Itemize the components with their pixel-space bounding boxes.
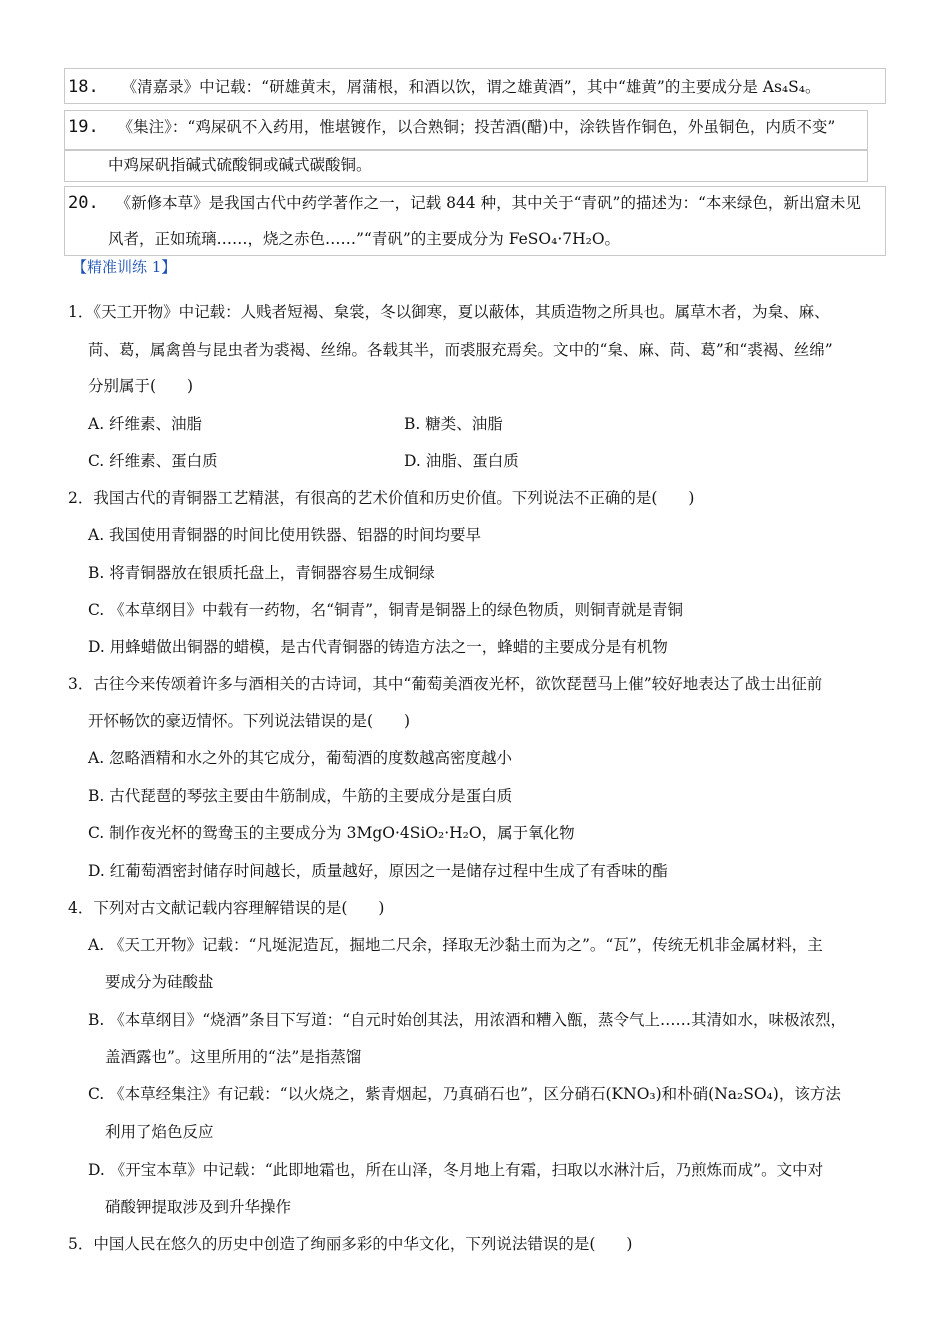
q1-stem-line1: 1．《天工开物》中记载：人贱者短褐、枲裳，冬以御寒，夏以蔽体，其质造物之所具也。属草木者，为枲、麻、: [68, 303, 830, 321]
q4-option-b-line1[interactable]: B. 《本草纲目》“烧酒”条目下写道：“自元时始创其法，用浓酒和糟入甑，蒸令气上……其清如水，味极浓烈，: [88, 1011, 847, 1029]
statement-19-line1: [68, 116, 835, 138]
q3-option-d[interactable]: D. 红葡萄酒密封储存时间越长，质量越好，原因之一是储存过程中生成了有香味的酯: [88, 862, 668, 880]
q4-option-c-line2: 利用了焰色反应: [105, 1123, 214, 1141]
q1-option-c[interactable]: C. 纤维素、蛋白质: [88, 452, 218, 470]
q4-option-d-line1[interactable]: D. 《开宝本草》中记载：“此即地霜也，所在山泽，冬月地上有霜，扫取以水淋汁后，乃煎炼而成”。文中对: [88, 1161, 824, 1179]
statement-text: 《集注》：“鸡屎矾不入药用，惟堪镀作，以合熟铜；投苦酒(醋)中，涂铁皆作铜色，外虽铜色，内质不变”: [117, 118, 836, 136]
q3-stem-line1: 3．古往今来传颂着许多与酒相关的古诗词，其中“葡萄美酒夜光杯，欲饮琵琶马上催”较好地表达了战士出征前: [68, 675, 823, 693]
q1-option-d[interactable]: D. 油脂、蛋白质: [404, 452, 519, 470]
statement-18: [68, 76, 820, 98]
q1-option-a[interactable]: A. 纤维素、油脂: [88, 415, 203, 433]
statement-19-line2: 中鸡屎矾指碱式硫酸铜或碱式碳酸铜。: [108, 156, 372, 174]
q4-option-c-line1[interactable]: C. 《本草经集注》有记载：“以火烧之，紫青烟起，乃真硝石也”，区分硝石(KNO₃)和朴硝(Na₂SO₄)，该方法: [88, 1085, 841, 1103]
q2-stem: 2．我国古代的青铜器工艺精湛，有很高的艺术价值和历史价值。下列说法不正确的是( ): [68, 489, 695, 507]
statement-20-line2: 风者，正如琉璃……，烧之赤色……”“青矾”的主要成分为 FeSO₄·7H₂O。: [108, 230, 621, 248]
statement-number: 19.: [68, 117, 99, 137]
q3-option-b[interactable]: B. 古代琵琶的琴弦主要由牛筋制成，牛筋的主要成分是蛋白质: [88, 787, 513, 805]
q2-option-a[interactable]: A. 我国使用青铜器的时间比使用铁器、铝器的时间均要早: [88, 526, 482, 544]
statement-text: 《新修本草》是我国古代中药学著作之一，记载 844 种，其中关于“青矾”的描述为：“本来绿色，新出窟未见: [115, 194, 861, 212]
q2-option-b[interactable]: B. 将青铜器放在银质托盘上，青铜器容易生成铜绿: [88, 564, 435, 582]
q1-stem-line2: 苘、葛，属禽兽与昆虫者为裘褐、丝绵。各载其半，而裘服充焉矣。文中的“枲、麻、苘、葛”和“裘褐、丝绵”: [88, 341, 833, 359]
q3-option-c[interactable]: C. 制作夜光杯的鸳鸯玉的主要成分为 3MgO·4SiO₂·H₂O，属于氧化物: [88, 824, 575, 842]
section-heading: 【精准训练 1】: [72, 258, 177, 276]
q2-option-d[interactable]: D. 用蜂蜡做出铜器的蜡模，是古代青铜器的铸造方法之一，蜂蜡的主要成分是有机物: [88, 638, 668, 656]
statement-number: 18.: [68, 77, 99, 97]
q3-stem-line2: 开怀畅饮的豪迈情怀。下列说法错误的是( ): [88, 712, 411, 730]
q4-option-b-line2: 盖酒露也”。这里所用的“法”是指蒸馏: [105, 1048, 362, 1066]
statement-20-line1: [68, 192, 861, 214]
q4-stem: 4．下列对古文献记载内容理解错误的是( ): [68, 899, 385, 917]
q2-option-c[interactable]: C. 《本草纲目》中载有一药物，名“铜青”，铜青是铜器上的绿色物质，则铜青就是青铜: [88, 601, 684, 619]
q3-option-a[interactable]: A. 忽略酒精和水之外的其它成分，葡萄酒的度数越高密度越小: [88, 749, 513, 767]
q4-option-d-line2: 硝酸钾提取涉及到升华操作: [105, 1198, 292, 1216]
q1-option-b[interactable]: B. 糖类、油脂: [404, 415, 503, 433]
statement-text: 《清嘉录》中记载：“研雄黄末，屑蒲根，和酒以饮，谓之雄黄酒”，其中“雄黄”的主要成分是 As₄S₄。: [121, 78, 821, 96]
q5-stem: 5．中国人民在悠久的历史中创造了绚丽多彩的中华文化，下列说法错误的是( ): [68, 1235, 633, 1253]
q1-stem-line3: 分别属于( ): [88, 377, 194, 395]
q4-option-a-line2: 要成分为硅酸盐: [105, 973, 214, 991]
statement-number: 20.: [68, 193, 99, 213]
q4-option-a-line1[interactable]: A. 《天工开物》记载：“凡埏泥造瓦，掘地二尺余，择取无沙黏土而为之”。“瓦”，传统无机非金属材料，主: [88, 936, 823, 954]
